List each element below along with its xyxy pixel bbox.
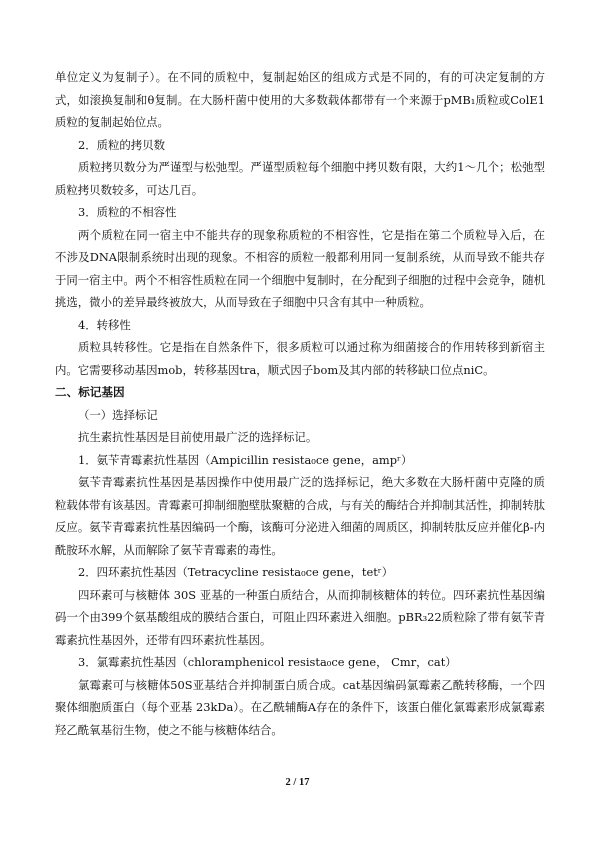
paragraph: 质粒具转移性。它是指在自然条件下，很多质粒可以通过称为细菌接合的作用转移到新宿主内。它需要移动基因mob，转移基因tra，顺式因子bom及其内部的转移缺口位点niC。 <box>55 340 545 377</box>
document-body <box>55 66 545 741</box>
paragraph: （一）选择标记 <box>78 407 158 422</box>
paragraph: 1．氨苄青霉素抗性基因（Ampicillin resista₀ce gene，ampʳ） <box>78 452 413 467</box>
paragraph: 3．氯霉素抗性基因（chloramphenicol resista₀ce gene， Cmr，cat） <box>78 655 457 669</box>
paragraph: 单位定义为复制子）。在不同的质粒中，复制起始区的组成方式是不同的，有的可决定复制的方式，如滚换复制和θ复制。在大肠杆菌中使用的大多数载体都带有一个来源于pMB₁质粒或ColE1质粒的复制起始位点。 <box>55 70 545 129</box>
page-number: 2 / 17 <box>285 777 310 788</box>
section-heading: 二、标记基因 <box>55 385 125 399</box>
paragraph: 2．四环素抗性基因（Tetracycline resista₀ce gene，tetʳ） <box>78 565 394 579</box>
paragraph: 抗生素抗性基因是目前使用最广泛的选择标记。 <box>78 430 318 444</box>
paragraph: 2．质粒的拷贝数 <box>78 137 165 152</box>
paragraph: 3．质粒的不相容性 <box>78 205 177 219</box>
paragraph: 两个质粒在同一宿主中不能共存的现象称质粒的不相容性，它是指在第二个质粒导入后，在不涉及DNA限制系统时出现的现象。不相容的质粒一般都利用同一复制系统，从而导致不能共存于同一宿主中。两个不相容性质粒在同一个细胞中复制时，在分配到子细胞的过程中会竞争，随机挑选，微小的差异最终被放大，从而导致在子细胞中只含有其中一种质粒。 <box>55 227 545 309</box>
paragraph: 质粒拷贝数分为严谨型与松弛型。严谨型质粒每个细胞中拷贝数有限，大约1～几个；松弛型质粒拷贝数较多，可达几百。 <box>55 160 545 197</box>
paragraph: 四环素可与核糖体 30S 亚基的一种蛋白质结合，从而抑制核糖体的转位。四环素抗性基因编码一个由399个氨基酸组成的膜结合蛋白，可阻止四环素进入细胞。pBR₃22质粒除了带有氨苄青霉素抗性基因外，还带有四环素抗性基因。 <box>55 587 545 647</box>
paragraph: 氨苄青霉素抗性基因是基因操作中使用最广泛的选择标记，绝大多数在大肠杆菌中克隆的质粒载体带有该基因。青霉素可抑制细胞壁肽聚糖的合成，与有关的酶结合并抑制其活性，抑制转肽反应。氨苄青霉素抗性基因编码一个酶，该酶可分泌进入细菌的周质区，抑制转肽反应并催化β-内酰胺环水解，从而解除了氨苄青霉素的毒性。 <box>55 475 545 557</box>
paragraph: 4．转移性 <box>78 317 131 332</box>
paragraph: 氯霉素可与核糖体50S亚基结合并抑制蛋白质合成。cat基因编码氯霉素乙酰转移酶，一个四聚体细胞质蛋白（每个亚基 23kDa）。在乙酰辅酶A存在的条件下，该蛋白催化氯霉素形成氯霉素羟乙酰氧基衍生物，使之不能与核糖体结合。 <box>55 677 545 737</box>
